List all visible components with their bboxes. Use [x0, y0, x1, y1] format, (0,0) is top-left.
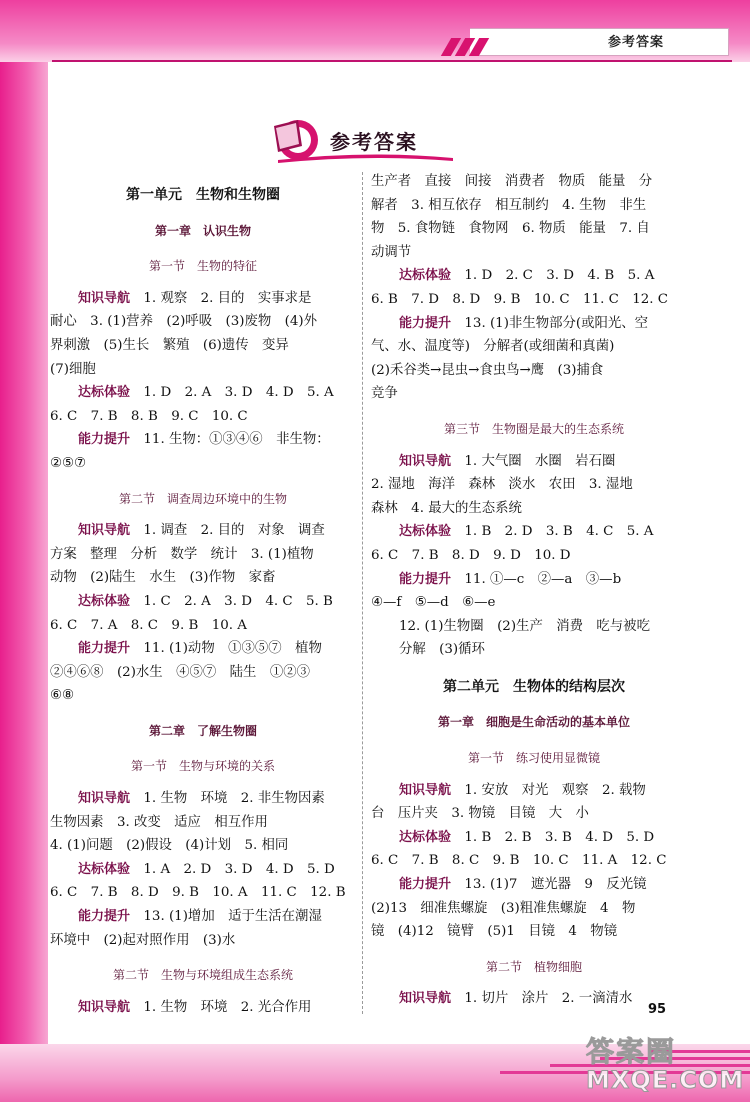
main-title-text: 参考答案	[330, 130, 418, 154]
header-title: 参考答案	[608, 35, 665, 50]
answer-text: 1. 安放 对光 观察 2. 载物	[464, 782, 646, 798]
answer-line: 6. C 7. B 8. D 9. D 10. D	[371, 547, 571, 563]
answer-line: 6. C 7. B 8. C 9. B 10. C 11. A 12. C	[371, 853, 667, 869]
answer-text: 11. 生物：①③④⑥ 非生物：	[143, 432, 330, 448]
answer-line: 耐心 3. (1)营养 (2)呼吸 (3)废物 (4)外	[50, 314, 317, 330]
watermark-logo: 答案圈	[586, 1035, 677, 1068]
answer-line: (7)细胞	[50, 361, 96, 377]
label-zsdh: 知识导航	[399, 453, 452, 469]
answer-line	[50, 858, 356, 882]
answer-line: 4. (1)问题 (2)假设 (4)计划 5. 相同	[50, 838, 289, 854]
label-nlts: 能力提升	[399, 315, 452, 331]
label-nlts: 能力提升	[78, 432, 131, 448]
answer-line	[371, 779, 697, 803]
section-heading: 第一节 生物与环境的关系	[130, 759, 275, 774]
answer-text: 1. 生物 环境 2. 光合作用	[143, 999, 312, 1015]
answer-line	[50, 381, 356, 405]
chapter-heading: 第一章 认识生物	[154, 223, 251, 238]
answer-line: 方案 整理 分析 数学 统计 3. (1)植物	[50, 546, 314, 562]
answer-text: 1. 调查 2. 目的 对象 调查	[143, 523, 325, 539]
label-zsdh: 知识导航	[78, 791, 131, 807]
answer-line: (2)13 细准焦螺旋 (3)粗准焦螺旋 4 物	[371, 900, 636, 916]
section-heading: 第二节 植物细胞	[485, 959, 582, 974]
answer-text: 1. B 2. D 3. B 4. C 5. A	[464, 524, 654, 540]
section-heading: 第一节 练习使用显微镜	[467, 751, 600, 766]
answer-line: ⑥⑧	[50, 688, 75, 704]
label-nlts: 能力提升	[399, 571, 452, 587]
answer-text: 13. (1)7 遮光器 9 反光镜	[464, 877, 647, 893]
label-dbty: 达标体验	[399, 268, 452, 284]
header-stripes	[440, 38, 488, 56]
answer-line: 森林 4. 最大的生态系统	[371, 500, 522, 516]
answer-line: 6. C 7. A 8. C 9. B 10. A	[50, 617, 247, 633]
answer-line: 6. C 7. B 8. D 9. B 10. A 11. C 12. B	[50, 885, 346, 901]
answer-text: 1. 大气圈 水圈 岩石圈	[464, 453, 616, 469]
label-zsdh: 知识导航	[399, 991, 452, 1007]
answer-line	[371, 826, 697, 850]
answer-line: 分解 (3)循环	[399, 642, 485, 658]
title-swoosh	[278, 150, 453, 164]
answer-line: 动物 (2)陆生 水生 (3)作物 家畜	[50, 570, 276, 586]
label-dbty: 达标体验	[399, 829, 452, 845]
label-dbty: 达标体验	[78, 593, 131, 609]
answer-line	[50, 905, 356, 929]
unit-heading: 第二单元 生物体的结构层次	[443, 678, 625, 695]
watermark	[586, 1030, 746, 1096]
answer-line: 竞争	[371, 386, 398, 402]
answer-text: 13. (1)非生物部分(或阳光、空	[464, 315, 649, 331]
answer-line: (2)禾谷类→昆虫→食虫鸟→鹰 (3)捕食	[371, 362, 604, 378]
left-column	[50, 170, 356, 1019]
label-zsdh: 知识导航	[78, 290, 131, 306]
answer-line	[371, 987, 697, 1011]
column-divider	[362, 172, 363, 1014]
answer-text: 1. B 2. B 3. B 4. D 5. D	[464, 829, 655, 845]
section-heading: 第三节 生物圈是最大的生态系统	[443, 421, 624, 436]
label-zsdh: 知识导航	[78, 999, 131, 1015]
answer-line: ②④⑥⑧ (2)水生 ④⑤⑦ 陆生 ①②③	[50, 664, 310, 680]
page-number: 95	[648, 1002, 667, 1017]
answer-text: 1. 切片 涂片 2. 一滴清水	[464, 991, 633, 1007]
answer-line: 解者 3. 相互依存 相互制约 4. 生物 非生	[371, 197, 647, 213]
answer-line: 物 5. 食物链 食物网 6. 物质 能量 7. 自	[371, 221, 650, 237]
main-title	[268, 116, 448, 162]
answer-line: ②⑤⑦	[50, 455, 87, 471]
chapter-heading: 第二章 了解生物圈	[148, 723, 257, 738]
answer-line	[50, 590, 356, 614]
header-rule	[52, 60, 732, 62]
answer-line: 生物因素 3. 改变 适应 相互作用	[50, 814, 268, 830]
right-column	[371, 170, 697, 1011]
label-zsdh: 知识导航	[399, 782, 452, 798]
label-nlts: 能力提升	[78, 641, 131, 657]
label-dbty: 达标体验	[78, 861, 131, 877]
answer-text: 1. C 2. A 3. D 4. C 5. B	[143, 593, 333, 609]
watermark-url: MXQE.COM	[586, 1066, 745, 1094]
section-heading: 第二节 生物与环境组成生态系统	[112, 968, 293, 983]
answer-line	[371, 450, 697, 474]
answer-line	[371, 312, 697, 336]
answer-text: 1. D 2. C 3. D 4. B 5. A	[464, 268, 655, 284]
answer-text: 1. D 2. A 3. D 4. D 5. A	[143, 385, 334, 401]
answer-line	[50, 428, 356, 452]
left-margin-band	[0, 0, 48, 1102]
answer-line: 12. (1)生物圈 (2)生产 消费 吃与被吃	[399, 618, 650, 634]
label-zsdh: 知识导航	[78, 523, 131, 539]
answer-line: 6. B 7. D 8. D 9. B 10. C 11. C 12. C	[371, 291, 669, 307]
answer-line: 环境中 (2)起对照作用 (3)水	[50, 932, 236, 948]
label-nlts: 能力提升	[78, 909, 131, 925]
answer-line	[371, 520, 697, 544]
unit-heading: 第一单元 生物和生物圈	[126, 187, 280, 203]
answer-line: 2. 湿地 海洋 森林 淡水 农田 3. 湿地	[371, 477, 633, 493]
answer-line	[50, 787, 356, 811]
answer-line: 6. C 7. B 8. B 9. C 10. C	[50, 408, 248, 424]
answer-text: 11. ①—c ②—a ③—b	[464, 571, 622, 587]
answer-line: 生产者 直接 间接 消费者 物质 能量 分	[371, 174, 653, 189]
chapter-heading: 第一章 细胞是生命活动的基本单位	[437, 715, 630, 730]
answer-line: 台 压片夹 3. 物镜 目镜 大 小	[371, 806, 589, 822]
answer-text: 1. A 2. D 3. D 4. D 5. D	[143, 861, 335, 877]
header-tab	[470, 28, 729, 56]
answer-line	[50, 637, 356, 661]
answer-line: ④—f ⑤—d ⑥—e	[371, 595, 496, 611]
answer-line	[371, 873, 697, 897]
section-heading: 第二节 调查周边环境中的生物	[118, 491, 287, 506]
answer-line: 界刺激 (5)生长 繁殖 (6)遗传 变异	[50, 337, 289, 353]
answer-text: 1. 生物 环境 2. 非生物因素	[143, 791, 325, 807]
answer-line: 镜 (4)12 镜臂 (5)1 目镜 4 物镜	[371, 924, 618, 940]
answer-line: 气、水、温度等) 分解者(或细菌和真菌)	[371, 339, 615, 355]
answer-text: 1. 观察 2. 目的 实事求是	[143, 290, 312, 306]
answer-line	[50, 996, 356, 1020]
answer-line	[50, 287, 356, 311]
answer-line	[371, 264, 697, 288]
answer-text: 11. (1)动物 ①③⑤⑦ 植物	[143, 641, 322, 657]
answer-line: 动调节	[371, 244, 412, 260]
answer-line	[50, 519, 356, 543]
answer-text: 13. (1)增加 适于生活在潮湿	[143, 909, 322, 925]
label-dbty: 达标体验	[399, 524, 452, 540]
label-nlts: 能力提升	[399, 877, 452, 893]
label-dbty: 达标体验	[78, 385, 131, 401]
answer-line	[371, 568, 697, 592]
section-heading: 第一节 生物的特征	[148, 259, 257, 274]
